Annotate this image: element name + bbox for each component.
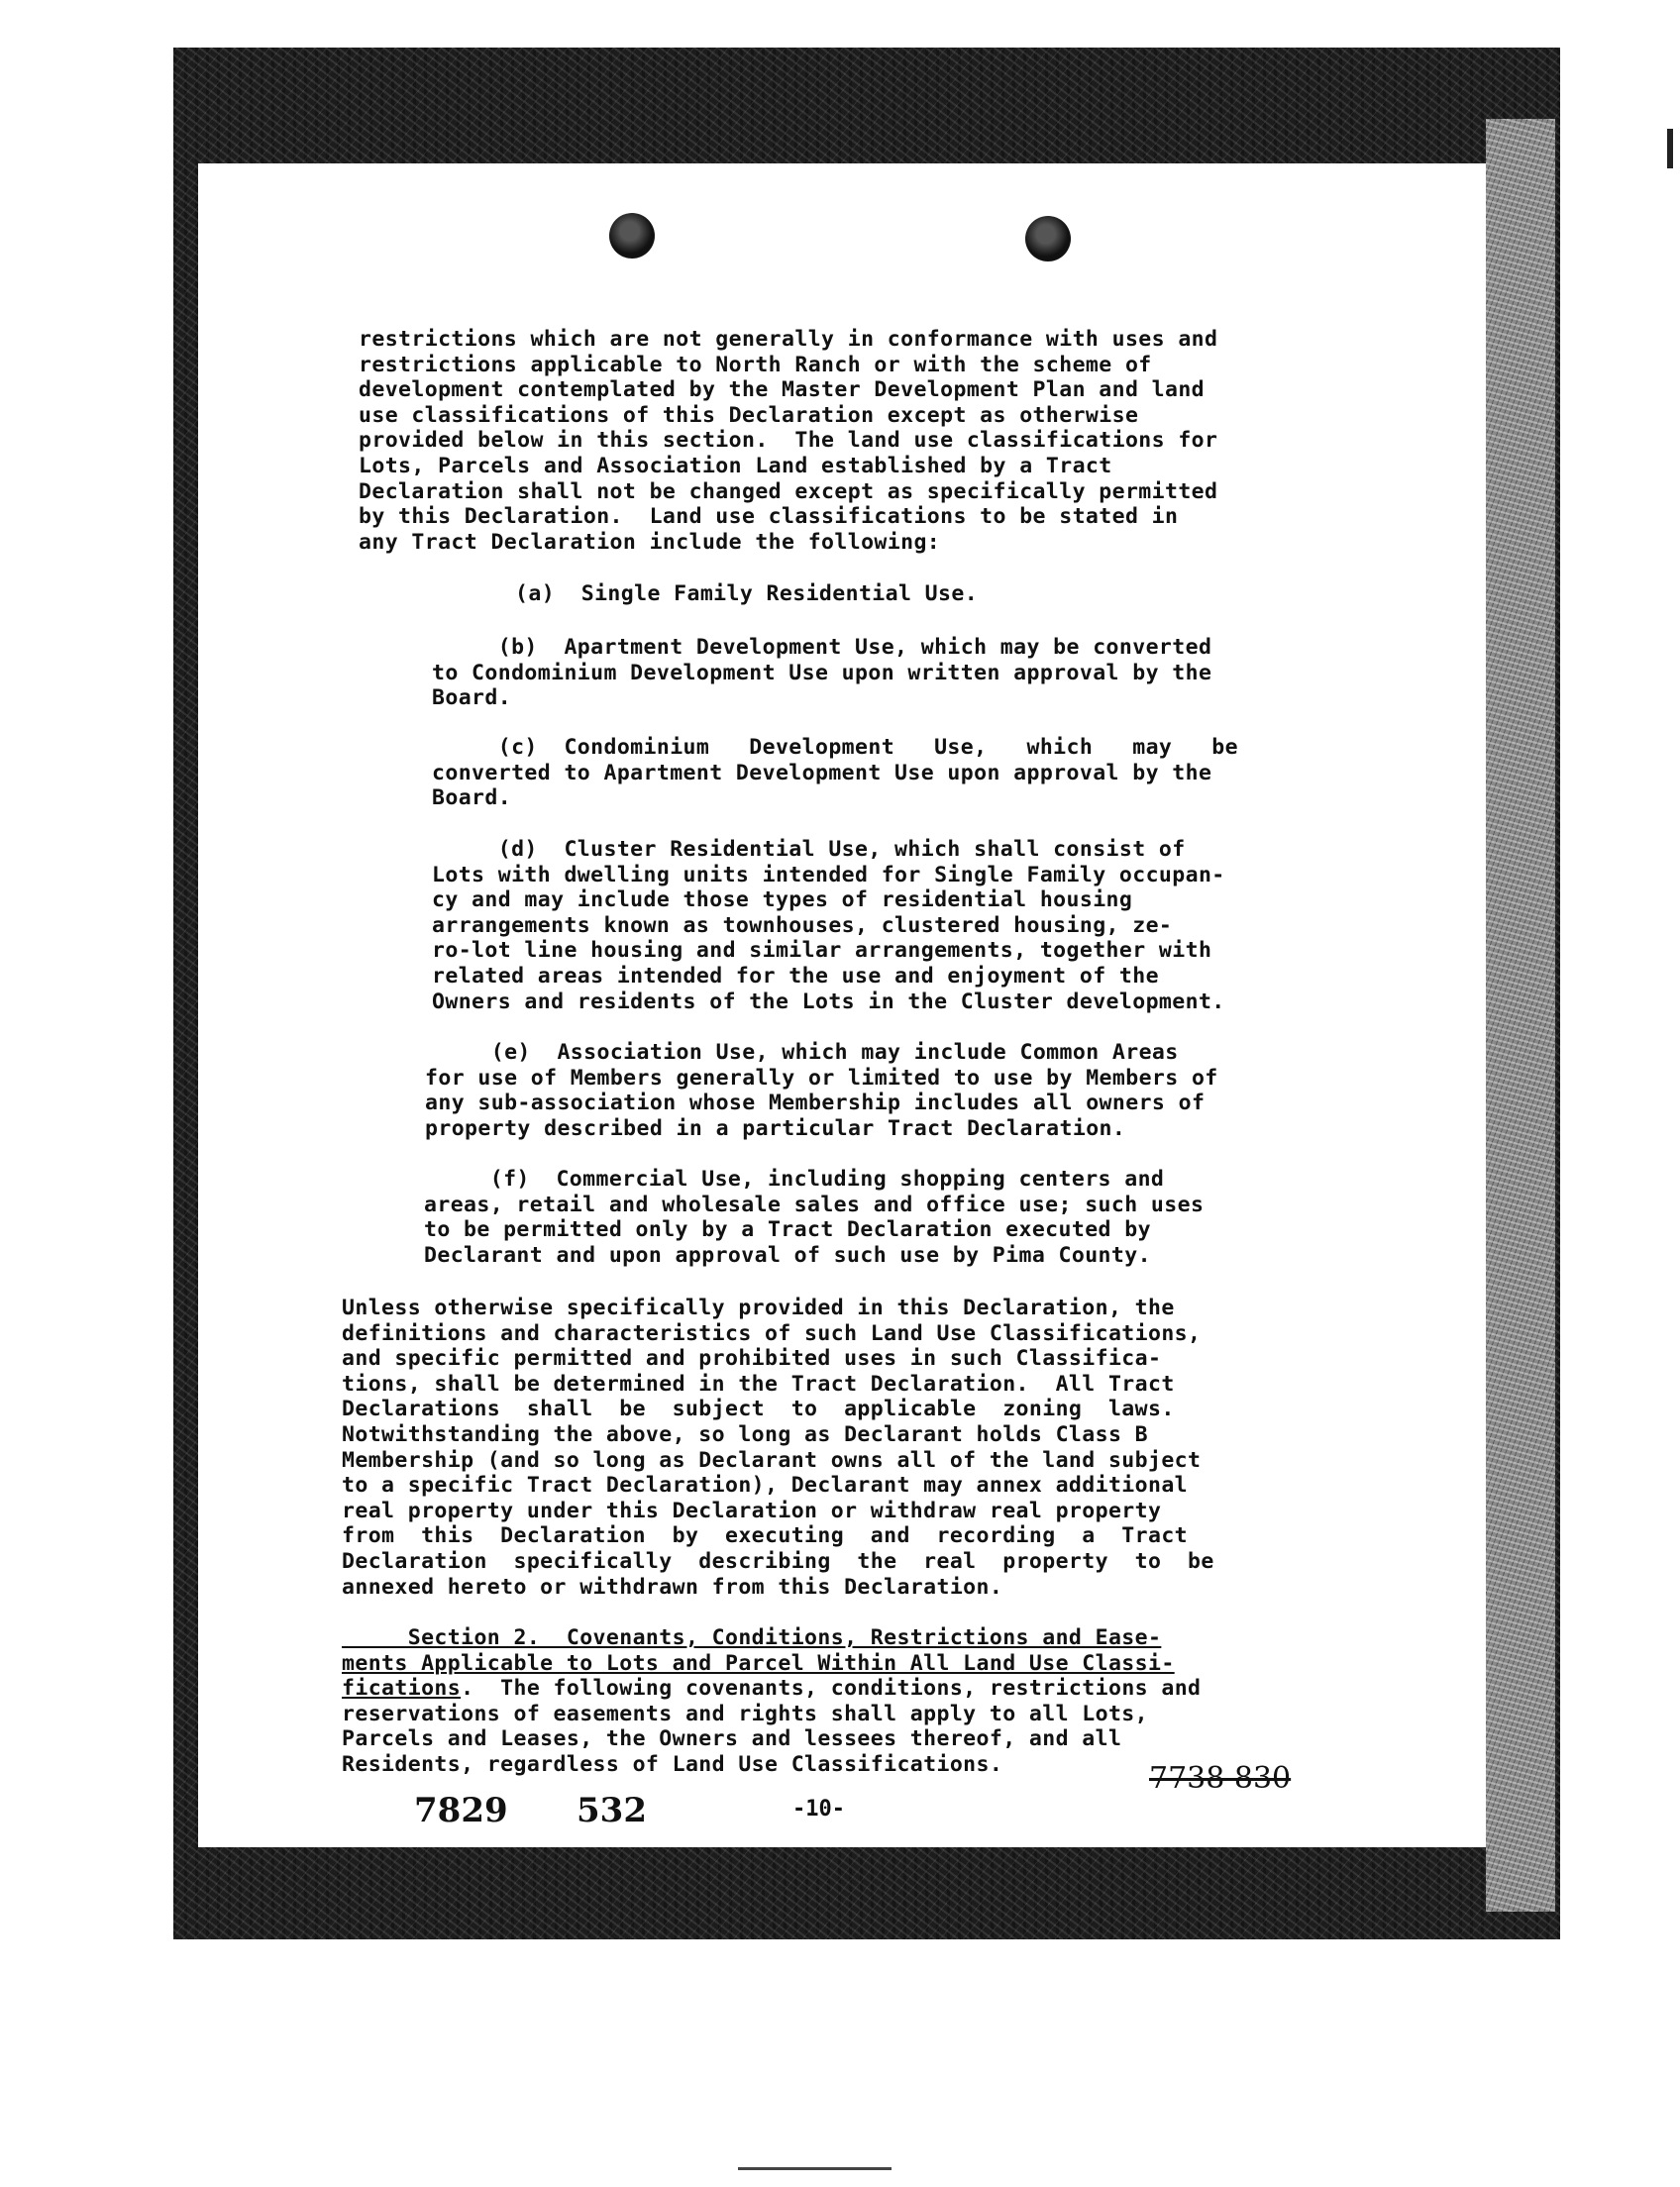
punch-hole-left <box>609 213 655 259</box>
paragraph-tract-declarations: Unless otherwise specifically provided in this Declaration, the definitions and characteristics of such Land Use Classifications, and specific permitted and prohibited uses in such Classifica- tions, shall be determined in the Tract Declaration. All Tract Declarations shall be subject to applicable zoning laws. Notwithstanding the above, so long as Declarant holds Class B Membership (and so long as Declarant owns all of the land subject to a specific Tract Declaration), Declarant may annex additional real property under this Declaration or withdraw real property from this Declaration by executing and recording a Tract Declaration specifically describing the real property to be annexed hereto or withdrawn from this Declaration. <box>342 1296 1214 1600</box>
section-2-heading-line-3: fications <box>342 1676 462 1702</box>
footer-docket-number: 7829 <box>414 1791 508 1830</box>
section-2-heading-line-1: Section 2. Covenants, Conditions, Restrictions and Ease- <box>342 1625 1162 1650</box>
list-item-e: (e) Association Use, which may include Common Areas for use of Members generally or limited to use by Members of any sub-association whose Membership includes all owners of property described in a particular Tract Declaration. <box>425 1040 1218 1141</box>
page-number: -10- <box>792 1797 845 1822</box>
punch-hole-right <box>1025 216 1071 261</box>
list-item-d: (d) Cluster Residential Use, which shall consist of Lots with dwelling units intended for Single Family occupan- cy and may include those types of residential housing arrangements known as townhouses, clustered housing, ze- ro-lot line housing and similar arrangements, together with related areas intended for the use and enjoyment of the Owners and residents of the Lots in the Cluster development. <box>432 837 1225 1014</box>
section-2-heading-line-2: ments Applicable to Lots and Parcel Within All Land Use Classi- <box>342 1650 1175 1676</box>
bottom-mark <box>738 2167 892 2170</box>
section-2 <box>342 1625 1201 1778</box>
footer-page-ref: 532 <box>577 1791 647 1830</box>
list-item-f: (f) Commercial Use, including shopping centers and areas, retail and wholesale sales and office use; such uses to be permitted only by a Tract Declaration executed by Declarant and upon approval of such use by Pima County. <box>424 1167 1205 1268</box>
edge-mark <box>1667 129 1673 168</box>
section-2-body-first: . The following covenants, conditions, restrictions and <box>461 1676 1202 1702</box>
scan-edge-noise <box>1486 119 1555 1912</box>
struck-reference: 7738 830 <box>1149 1761 1292 1796</box>
list-item-c: (c) Condominium Development Use, which may be converted to Apartment Development Use upon approval by the Board. <box>432 735 1238 811</box>
section-2-body: reservations of easements and rights shall apply to all Lots, Parcels and Leases, the Owners and lessees thereof, and all Residents, regardless of Land Use Classifications. <box>342 1701 1148 1777</box>
list-item-a: (a) Single Family Residential Use. <box>515 581 979 606</box>
paragraph-intro: restrictions which are not generally in conformance with uses and restrictions applicable to North Ranch or with the scheme of development contemplated by the Master Development Plan and land use classifications of this Declaration except as otherwise provided below in this section. The land use classifications for Lots, Parcels and Association Land established by a Tract Declaration shall not be changed except as specifically permitted by this Declaration. Land use classifications to be stated in any Tract Declaration include the following: <box>359 327 1218 555</box>
list-item-b: (b) Apartment Development Use, which may be converted to Condominium Development Use upon written approval by the Board. <box>432 635 1212 711</box>
